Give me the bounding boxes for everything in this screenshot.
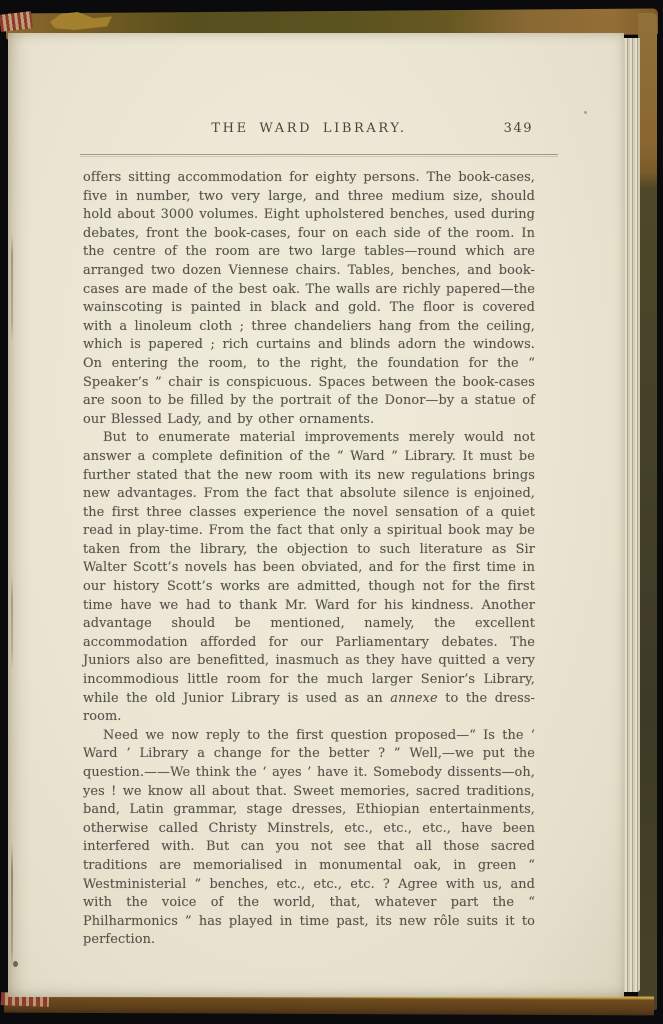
page-number: 349 (503, 121, 533, 136)
paragraph: Need we now reply to the first question proposed—“ Is the ‘ Ward ’ Library a change for the better ? ” Well,—we put the question.——We think the ‘ ayes ’ have it. Somebody dissents—oh, yes ! we know all about that. Sweet memories, sacred traditions, band, Latin grammar, stage dresses, Ethiopian entertainments, otherwise called Christy Minstrels, etc., etc., etc., have been interfered with. But can you not see that all those sacred traditions are memorialised in monumental oak, in green “ Westministerial ” benches, etc., etc., etc. ? Agree with us, and with the voice of the world, that, whatever part the “ Philharmonics ” has played in time past, its new rôle suits it to perfection. (83, 727, 535, 948)
book-cover-right-edge (638, 13, 657, 1010)
paragraph: But to enumerate material improvements merely would not answer a complete definition of the “ Ward ” Library. It must be further stated that the new room with its new regulations brings new advantages. From the fact that absolute silence is enjoined, the first three classes experience the novel sensation of a quiet read in play-time. From the fact that only a spiritual book may be taken from the library, the objection to such literature as Sir Walter Scott’s novels has been obviated, and for the first time in our history Scott’s works are admitted, though not for the first time have we had to thank Mr. Ward for his kindness. Another advantage should be mentioned, namely, the excellent accommodation afforded for our Parliamentary debates. The Juniors also are benefitted, inasmuch as they have quitted a very incommodious little room for the much larger Senior’s Library, while the old Junior Library is used as an annexe to the dress-room. (83, 430, 536, 725)
divider-rule (80, 154, 558, 157)
running-head-title: THE WARD LIBRARY. (211, 121, 407, 136)
foxing-spot (584, 111, 587, 114)
foxing-spot (13, 961, 18, 967)
book-page (8, 33, 624, 997)
paragraph: offers sitting accommodation for eighty persons. The book-cases, five in number, two very large, and three medium size, should hold about 3000 volumes. Eight upholstered benches, used during debates, front the book-cases, four on each side of the room. In the centre of the room are two large tables—round which are arranged two dozen Viennese chairs. Tables, benches, and book-cases are made of the best oak. The walls are richly papered—the wainscoting is painted in black and gold. The floor is covered with a linoleum cloth ; three chandeliers hang from the ceiling, which is papered ; rich curtains and blinds adorn the windows. On entering the room, to the right, the foundation for the “ Speaker’s ” chair is conspicuous. Spaces between the book-cases are soon to be filled by the portrait of the Donor—by a statue of our Blessed Lady, and by other ornaments. (83, 170, 535, 427)
body-text (83, 169, 535, 950)
running-head (83, 121, 535, 139)
